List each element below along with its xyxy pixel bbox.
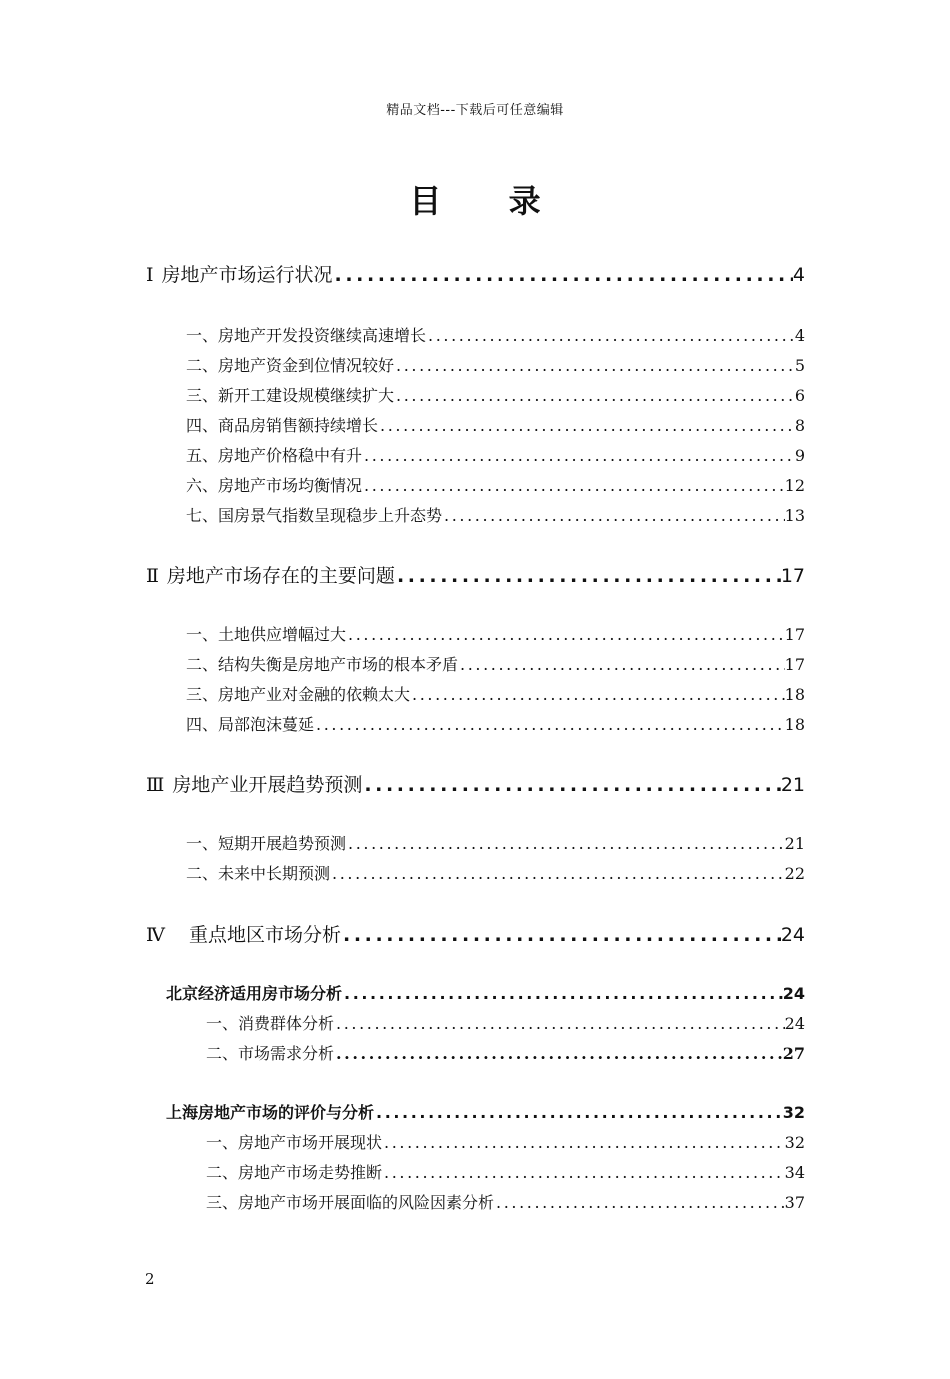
dot-leader [410, 685, 785, 704]
entry-title: 三、房地产业对金融的依赖太大 [186, 685, 411, 704]
section-title: 重点地区市场分析 [188, 924, 341, 946]
page-ref: 8 [794, 416, 805, 435]
toc-entry[interactable] [186, 503, 805, 526]
region-title: 上海房地产市场的评价与分析 [166, 1103, 375, 1122]
entry-title: 二、市场需求分析 [206, 1044, 335, 1063]
page-ref: 34 [784, 1163, 805, 1182]
page-ref: 13 [784, 506, 805, 525]
entry-title: 二、未来中长期预测 [186, 864, 331, 883]
toc-section-3[interactable] [146, 770, 805, 797]
entry-title: 七、国房景气指数呈现稳步上升态势 [186, 506, 443, 525]
dot-leader [346, 625, 785, 644]
dot-leader [333, 264, 793, 286]
dot-leader [346, 834, 785, 853]
entry-title: 二、房地产资金到位情况较好 [186, 356, 395, 375]
toc-region-beijing[interactable] [166, 981, 805, 1004]
entry-title: 三、房地产市场开展面临的风险因素分析 [206, 1193, 495, 1212]
dot-leader [330, 864, 785, 883]
toc-entry[interactable] [186, 413, 805, 436]
toc-title: 目 录 [409, 182, 569, 220]
toc-entry[interactable] [186, 383, 805, 406]
section-title: 房地产市场运行状况 [161, 264, 333, 286]
entry-title: 一、短期开展趋势预测 [186, 834, 347, 853]
entry-title: 一、房地产市场开展现状 [206, 1133, 383, 1152]
toc-entry[interactable] [206, 1160, 805, 1183]
dot-leader [378, 416, 795, 435]
page-ref: 32 [782, 1103, 805, 1122]
page-ref: 37 [784, 1193, 805, 1212]
dot-leader [334, 1014, 785, 1033]
toc-section-2[interactable] [146, 561, 805, 588]
entry-title: 三、新开工建设规模继续扩大 [186, 386, 395, 405]
toc-entry[interactable] [186, 323, 805, 346]
toc-region-shanghai[interactable] [166, 1100, 805, 1123]
section-title: 房地产业开展趋势预测 [172, 774, 363, 796]
page-ref: 24 [780, 924, 805, 946]
page-ref: 18 [784, 685, 805, 704]
dot-leader [334, 1044, 783, 1063]
page-ref: 6 [794, 386, 805, 405]
dot-leader [426, 326, 795, 345]
page-ref: 12 [784, 476, 805, 495]
section-numeral: Ⅰ [146, 264, 154, 286]
dot-leader [362, 446, 795, 465]
page-ref: 9 [794, 446, 805, 465]
page-ref: 4 [794, 326, 805, 345]
page-ref: 22 [784, 864, 805, 883]
region-title: 北京经济适用房市场分析 [166, 984, 343, 1003]
dot-leader [362, 476, 785, 495]
toc-entry[interactable] [206, 1190, 805, 1213]
header-note: 精品文档---下载后可任意编辑 [386, 103, 564, 118]
page-ref: 4 [792, 264, 805, 286]
section-numeral: Ⅱ [146, 565, 159, 587]
page-ref: 32 [784, 1133, 805, 1152]
page-ref: 21 [784, 834, 805, 853]
toc-entry[interactable] [206, 1130, 805, 1153]
section-numeral: Ⅳ [146, 924, 165, 946]
entry-title: 一、土地供应增幅过大 [186, 625, 347, 644]
entry-title: 四、商品房销售额持续增长 [186, 416, 379, 435]
toc-entry[interactable] [186, 473, 805, 496]
toc-entry[interactable] [186, 353, 805, 376]
toc-entry[interactable] [206, 1011, 805, 1034]
toc-entry[interactable] [186, 622, 805, 645]
section-title: 房地产市场存在的主要问题 [166, 565, 395, 587]
dot-leader [341, 924, 781, 946]
page-number: 2 [145, 1270, 155, 1288]
dot-leader [394, 356, 795, 375]
page-ref: 24 [782, 984, 805, 1003]
dot-leader [342, 984, 783, 1003]
page-ref: 17 [780, 565, 805, 587]
toc-section-4[interactable] [146, 920, 805, 947]
page-ref: 18 [784, 715, 805, 734]
entry-title: 二、结构失衡是房地产市场的根本矛盾 [186, 655, 459, 674]
toc-entry[interactable] [186, 682, 805, 705]
toc-entry[interactable] [186, 861, 805, 884]
page-ref: 17 [784, 655, 805, 674]
toc-entry[interactable] [206, 1041, 805, 1064]
dot-leader [362, 774, 780, 796]
page-ref: 27 [782, 1044, 805, 1063]
entry-title: 一、消费群体分析 [206, 1014, 335, 1033]
dot-leader [442, 506, 785, 525]
dot-leader [314, 715, 785, 734]
page-ref: 17 [784, 625, 805, 644]
dot-leader [494, 1193, 785, 1212]
dot-leader [458, 655, 785, 674]
entry-title: 一、房地产开发投资继续高速增长 [186, 326, 427, 345]
dot-leader [394, 386, 795, 405]
entry-title: 四、局部泡沫蔓延 [186, 715, 315, 734]
toc-entry[interactable] [186, 712, 805, 735]
entry-title: 二、房地产市场走势推断 [206, 1163, 383, 1182]
toc-entry[interactable] [186, 652, 805, 675]
toc-entry[interactable] [186, 831, 805, 854]
toc-section-1[interactable] [146, 260, 805, 287]
entry-title: 六、房地产市场均衡情况 [186, 476, 363, 495]
page-ref: 5 [794, 356, 805, 375]
entry-title: 五、房地产价格稳中有升 [186, 446, 363, 465]
page-ref: 24 [784, 1014, 805, 1033]
section-numeral: Ⅲ [146, 774, 165, 796]
dot-leader [374, 1103, 783, 1122]
toc-entry[interactable] [186, 443, 805, 466]
dot-leader [382, 1163, 785, 1182]
page-ref: 21 [780, 774, 805, 796]
dot-leader [382, 1133, 785, 1152]
dot-leader [395, 565, 781, 587]
